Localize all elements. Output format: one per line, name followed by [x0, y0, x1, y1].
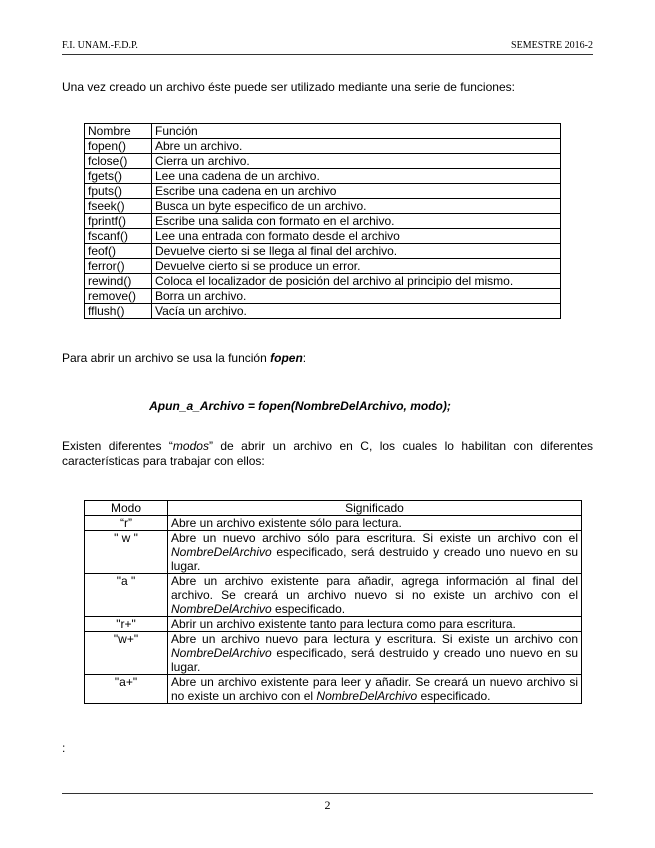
- function-desc-cell: Borra un archivo.: [152, 289, 561, 304]
- function-desc-cell: Lee una cadena de un archivo.: [152, 169, 561, 184]
- modes-table-header: [85, 501, 582, 516]
- table-row: [85, 531, 582, 574]
- function-name-cell: fprintf(): [85, 214, 152, 229]
- function-desc-cell: Coloca el localizador de posición del archivo al principio del mismo.: [152, 274, 561, 289]
- function-desc-cell: Busca un byte especifico de un archivo.: [152, 199, 561, 214]
- table-row: [85, 289, 561, 304]
- fopen-formula: Apun_a_Archivo = fopen(NombreDelArchivo, modo);: [149, 399, 451, 413]
- mode-cell: "a ": [85, 574, 168, 617]
- function-name-cell: ferror(): [85, 259, 152, 274]
- table-row: [85, 632, 582, 675]
- mode-cell: "a+": [85, 675, 168, 704]
- meaning-cell: [168, 632, 582, 675]
- modes-before: Existen diferentes “: [62, 439, 173, 453]
- function-desc-cell: Escribe una cadena en un archivo: [152, 184, 561, 199]
- filename-term: NombreDelArchivo: [316, 689, 418, 703]
- function-desc-cell: Lee una entrada con formato desde el archivo: [152, 229, 561, 244]
- table-row: [85, 259, 561, 274]
- table-row: [85, 229, 561, 244]
- header-right: SEMESTRE 2016-2: [511, 40, 593, 51]
- function-name-cell: feof(): [85, 244, 152, 259]
- filename-term: NombreDelArchivo: [171, 602, 272, 616]
- table-row: [85, 199, 561, 214]
- table-row: [85, 139, 561, 154]
- meaning-text: especificado.: [417, 689, 491, 703]
- function-desc-cell: Abre un archivo.: [152, 139, 561, 154]
- meaning-text: Abrir un archivo existente tanto para lectura como para escritura.: [171, 617, 516, 631]
- mode-cell: "r+": [85, 617, 168, 632]
- table-row: [85, 304, 561, 319]
- mode-cell: " w ": [85, 531, 168, 574]
- footer-divider: [62, 793, 593, 794]
- function-name-cell: fscanf(): [85, 229, 152, 244]
- open-prefix: Para abrir un archivo se usa la función: [62, 351, 271, 365]
- meaning-text: Abre un nuevo archivo sólo para escritura. Si existe un archivo con el: [171, 531, 578, 545]
- function-name-cell: fflush(): [85, 304, 152, 319]
- header-left: F.I. UNAM.-F.D.P.: [62, 40, 138, 51]
- function-desc-cell: Vacía un archivo.: [152, 304, 561, 319]
- meaning-text: especificado, será destruido y creado uno nuevo en su lugar.: [171, 545, 578, 573]
- function-desc-cell: Escribe una salida con formato en el archivo.: [152, 214, 561, 229]
- intro-paragraph: Una vez creado un archivo éste puede ser utilizado mediante una serie de funciones:: [62, 80, 515, 94]
- meaning-text: especificado, será destruido y creado uno nuevo en su lugar.: [171, 646, 578, 674]
- meaning-cell: [168, 675, 582, 704]
- header-cell-modo: Modo: [85, 501, 168, 516]
- function-name-cell: fgets(): [85, 169, 152, 184]
- function-name-cell: remove(): [85, 289, 152, 304]
- trailing-colon: :: [62, 741, 66, 755]
- table-row: [85, 274, 561, 289]
- table-row: [85, 184, 561, 199]
- function-desc-cell: Devuelve cierto si se produce un error.: [152, 259, 561, 274]
- function-name-cell: fputs(): [85, 184, 152, 199]
- filename-term: NombreDelArchivo: [171, 545, 272, 559]
- mode-cell: “r”: [85, 516, 168, 531]
- filename-term: NombreDelArchivo: [171, 646, 272, 660]
- table-row: [85, 154, 561, 169]
- open-suffix: :: [302, 351, 307, 365]
- table-row: [85, 244, 561, 259]
- header-cell-funcion: Función: [152, 124, 561, 139]
- functions-table-header: [85, 124, 561, 139]
- functions-table: [84, 123, 561, 319]
- table-row: [85, 169, 561, 184]
- meaning-cell: [168, 531, 582, 574]
- meaning-text: especificado.: [271, 602, 346, 616]
- mode-cell: "w+": [85, 632, 168, 675]
- function-desc-cell: Cierra un archivo.: [152, 154, 561, 169]
- modos-term: modos: [172, 439, 209, 453]
- header-cell-nombre: Nombre: [85, 124, 152, 139]
- header-cell-significado: Significado: [168, 501, 582, 516]
- fopen-term: fopen: [270, 351, 303, 365]
- meaning-cell: [168, 617, 582, 632]
- meaning-text: Abre un archivo existente para leer y añadir. Se creará un nuevo archivo si no existe un archivo con el: [171, 675, 578, 703]
- modes-after: ” de abrir un archivo en C, los cuales lo habilitan con diferentes características para trabajar con ellos:: [62, 439, 593, 468]
- table-row: [85, 214, 561, 229]
- modes-table: [84, 500, 582, 704]
- meaning-text: Abre un archivo nuevo para lectura y escritura. Si existe un archivo con: [171, 632, 578, 646]
- function-name-cell: fseek(): [85, 199, 152, 214]
- function-name-cell: fclose(): [85, 154, 152, 169]
- meaning-cell: [168, 574, 582, 617]
- open-paragraph: [62, 351, 593, 366]
- meaning-text: Abre un archivo existente sólo para lectura.: [171, 516, 402, 530]
- table-row: [85, 574, 582, 617]
- table-row: [85, 617, 582, 632]
- function-name-cell: fopen(): [85, 139, 152, 154]
- function-name-cell: rewind(): [85, 274, 152, 289]
- modes-paragraph: [62, 439, 593, 469]
- table-row: [85, 675, 582, 704]
- meaning-cell: [168, 516, 582, 531]
- header-divider: [62, 54, 593, 55]
- function-desc-cell: Devuelve cierto si se llega al final del archivo.: [152, 244, 561, 259]
- meaning-text: Abre un archivo existente para añadir, agrega información al final del archivo. Se creará un archivo nuevo si no existe un archivo con el: [171, 574, 578, 602]
- table-row: [85, 516, 582, 531]
- page-number: 2: [324, 798, 331, 812]
